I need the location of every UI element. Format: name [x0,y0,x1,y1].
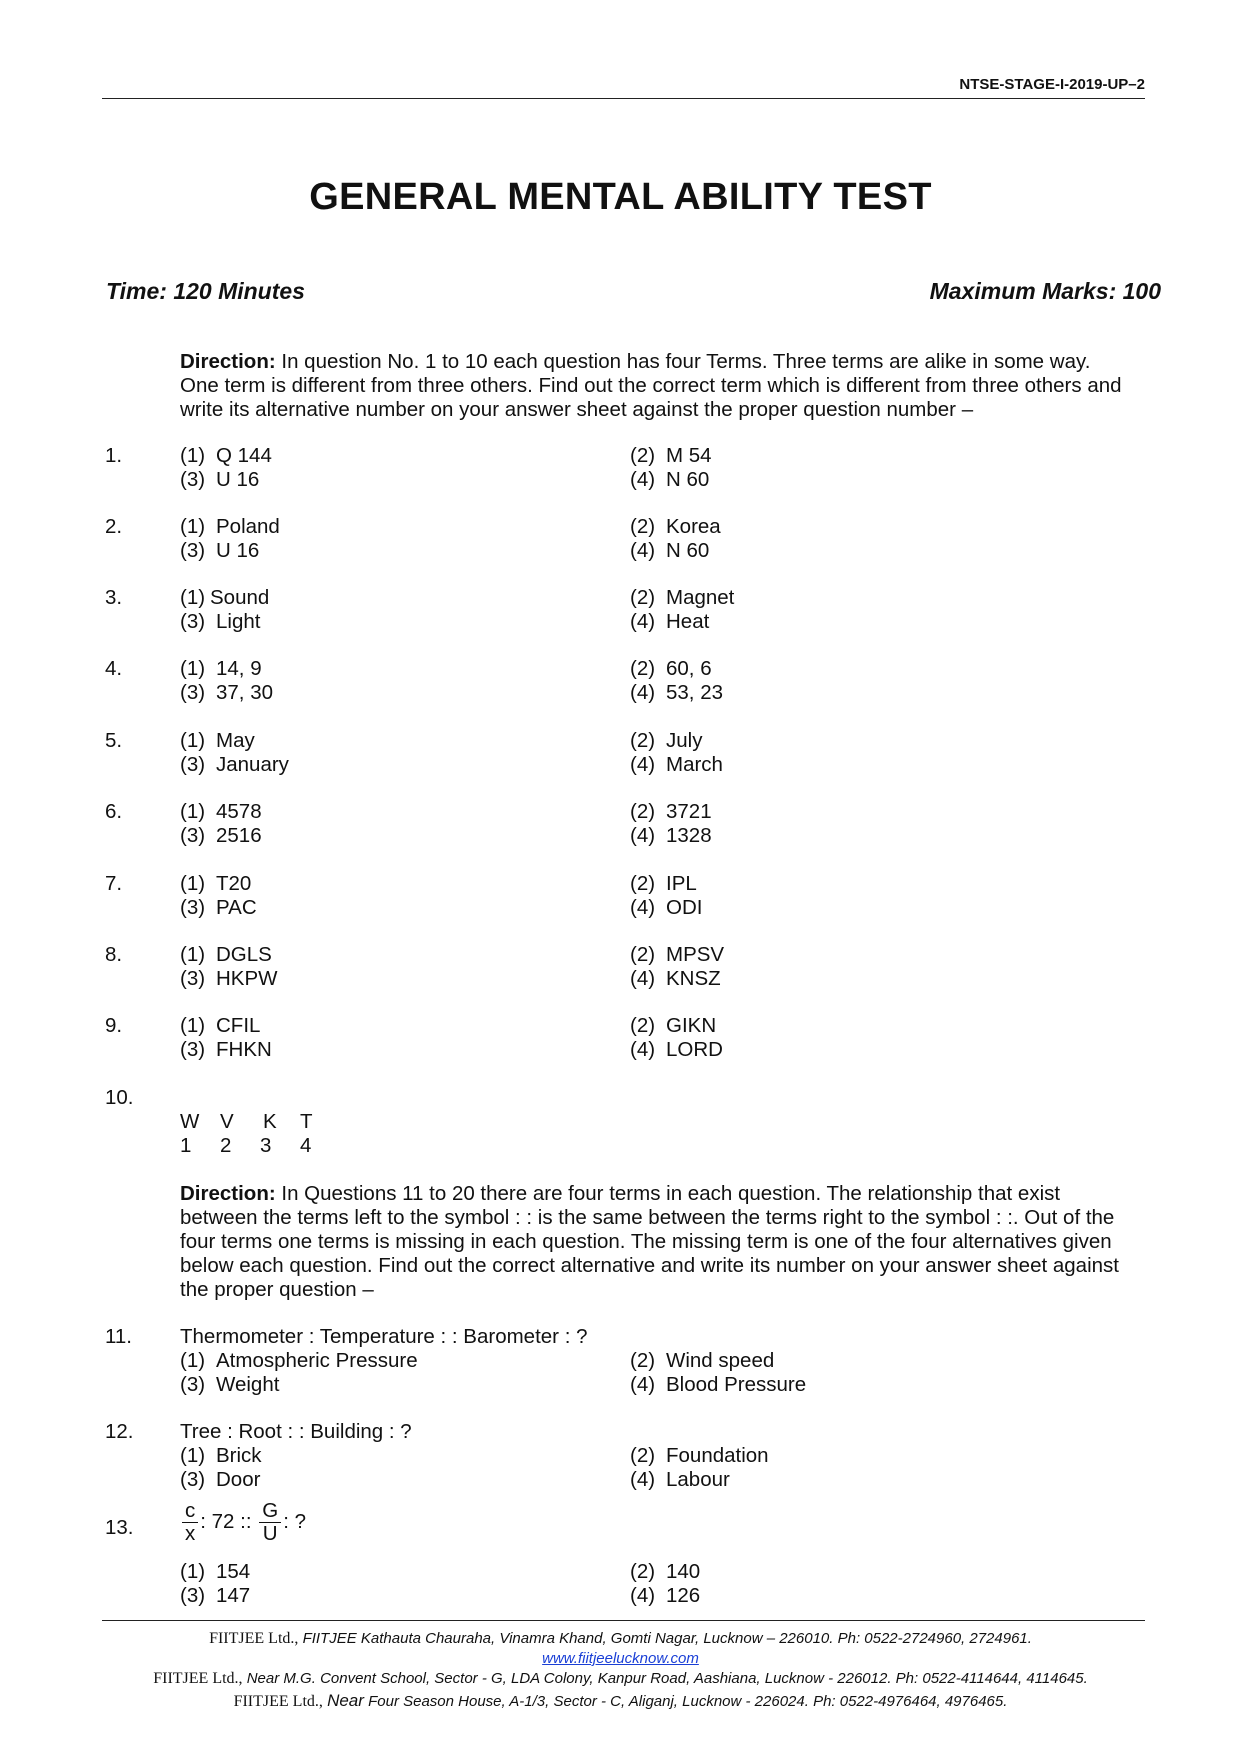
letter-k: K [263,1110,277,1133]
footer-line-3: FIITJEE Ltd., Near Four Season House, A-1/3, Sector - C, Aliganj, Lucknow - 226024. Ph: 0522-4976464, 4976465. [233,1691,1008,1710]
number-3: 3 [260,1134,272,1157]
option-1: (1) Sound [180,586,270,609]
question-number: 6. [105,800,123,823]
question-number: 3. [105,586,123,609]
time-label: Time: 120 Minutes [106,278,305,304]
footer-divider [102,1620,1145,1621]
question-stem: $\frac{c}{x}$ : 72 :: $\frac{G}{U}$ : ? [180,1500,306,1545]
option-1: (1) 154 [180,1560,251,1583]
option-2: (2) Magnet [630,586,735,609]
number-2: 2 [220,1134,232,1157]
option-2: (2) 3721 [630,800,712,823]
option-4: (4) ODI [630,896,703,919]
question-stem: Thermometer : Temperature : : Barometer : ? [180,1325,588,1348]
option-1: (1) Atmospheric Pressure [180,1349,418,1372]
option-3: (3) U 16 [180,468,260,491]
direction-text: In Questions 11 to 20 there are four terms in each question. The relationship that exist between the terms left to the symbol : : is the same between the terms right to the symbol : :. Out of the four terms one terms is missing in each question. The missing term is one of the four alternatives given below each question. Find out the correct alternative and write its number on your answer sheet against the proper question – [180,1182,1119,1301]
option-4: (4) LORD [630,1038,723,1061]
option-2: (2) MPSV [630,943,725,966]
option-3: (3) U 16 [180,539,260,562]
option-3: (3) FHKN [180,1038,272,1061]
question-stem: Tree : Root : : Building : ? [180,1420,412,1443]
option-4: (4) N 60 [630,468,710,491]
option-4: (4) 53, 23 [630,681,723,704]
footer-line-2: FIITJEE Ltd., Near M.G. Convent School, Sector - G, LDA Colony, Kanpur Road, Aashiana, Lucknow - 226012. Ph: 0522-4114644, 4114645. [153,1670,1088,1687]
question-number: 2. [105,515,123,538]
option-4: (4) N 60 [630,539,710,562]
option-2: (2) July [630,729,703,752]
option-1: (1) 4578 [180,800,262,823]
option-2: (2) Korea [630,515,721,538]
option-1: (1) T20 [180,872,252,895]
number-4: 4 [300,1134,312,1157]
direction-label: Direction: [180,350,276,373]
option-1: (1) May [180,729,255,752]
option-4: (4) Heat [630,610,710,633]
option-4: (4) 126 [630,1584,701,1607]
option-3: (3) Door [180,1468,261,1491]
letter-v: V [220,1110,234,1133]
option-3: (3) 2516 [180,824,262,847]
option-2: (2) 60, 6 [630,657,712,680]
option-2: (2) IPL [630,872,697,895]
question-number: 10. [105,1086,134,1109]
option-4: (4) Blood Pressure [630,1373,807,1396]
letter-t: T [300,1110,313,1133]
option-1: (1) DGLS [180,943,272,966]
page-title: GENERAL MENTAL ABILITY TEST [309,176,932,218]
footer-line-1: FIITJEE Ltd., FIITJEE Kathauta Chauraha, Vinamra Khand, Gomti Nagar, Lucknow – 226010. Ph: 0522-2724960, 2724961. [209,1630,1032,1647]
option-1: (1) Brick [180,1444,262,1467]
header-divider [102,98,1145,99]
option-4: (4) 1328 [630,824,712,847]
question-number: 7. [105,872,123,895]
option-3: (3) HKPW [180,967,278,990]
option-1: (1) 14, 9 [180,657,262,680]
option-3: (3) 147 [180,1584,251,1607]
option-1: (1) CFIL [180,1014,261,1037]
number-1: 1 [180,1134,192,1157]
question-number: 1. [105,444,123,467]
option-4: (4) Labour [630,1468,730,1491]
option-3: (3) PAC [180,896,257,919]
option-2: (2) GIKN [630,1014,717,1037]
website-link[interactable]: www.fiitjeelucknow.com [542,1650,699,1667]
paper-code: NTSE-STAGE-I-2019-UP–2 [959,76,1145,93]
direction-label: Direction: [180,1182,276,1205]
fraction-1: $\frac{c}{x}$ [182,1500,198,1545]
option-1: (1) Poland [180,515,280,538]
direction-1 [180,350,1130,422]
option-3: (3) Light [180,610,261,633]
question-number: 9. [105,1014,123,1037]
question-number: 4. [105,657,123,680]
question-number: 11. [105,1325,132,1348]
option-2: (2) 140 [630,1560,701,1583]
fraction-2: $\frac{G}{U}$ [259,1500,281,1545]
question-number: 13. [105,1516,134,1539]
question-number: 12. [105,1420,134,1443]
option-2: (2) M 54 [630,444,712,467]
option-4: (4) March [630,753,723,776]
option-3: (3) 37, 30 [180,681,273,704]
option-2: (2) Wind speed [630,1349,775,1372]
option-2: (2) Foundation [630,1444,769,1467]
direction-text: In question No. 1 to 10 each question has four Terms. Three terms are alike in some way. One term is different from three others. Find out the correct term which is different from three others and write its alternative number on your answer sheet against the proper question number – [180,350,1122,421]
option-3: (3) January [180,753,289,776]
question-number: 5. [105,729,123,752]
option-4: (4) KNSZ [630,967,721,990]
footer-website [0,1650,1241,1667]
max-marks-label: Maximum Marks: 100 [929,278,1161,304]
option-3: (3) Weight [180,1373,280,1396]
letter-w: W [180,1110,200,1133]
question-number: 8. [105,943,123,966]
direction-2 [180,1182,1130,1302]
option-1: (1) Q 144 [180,444,272,467]
